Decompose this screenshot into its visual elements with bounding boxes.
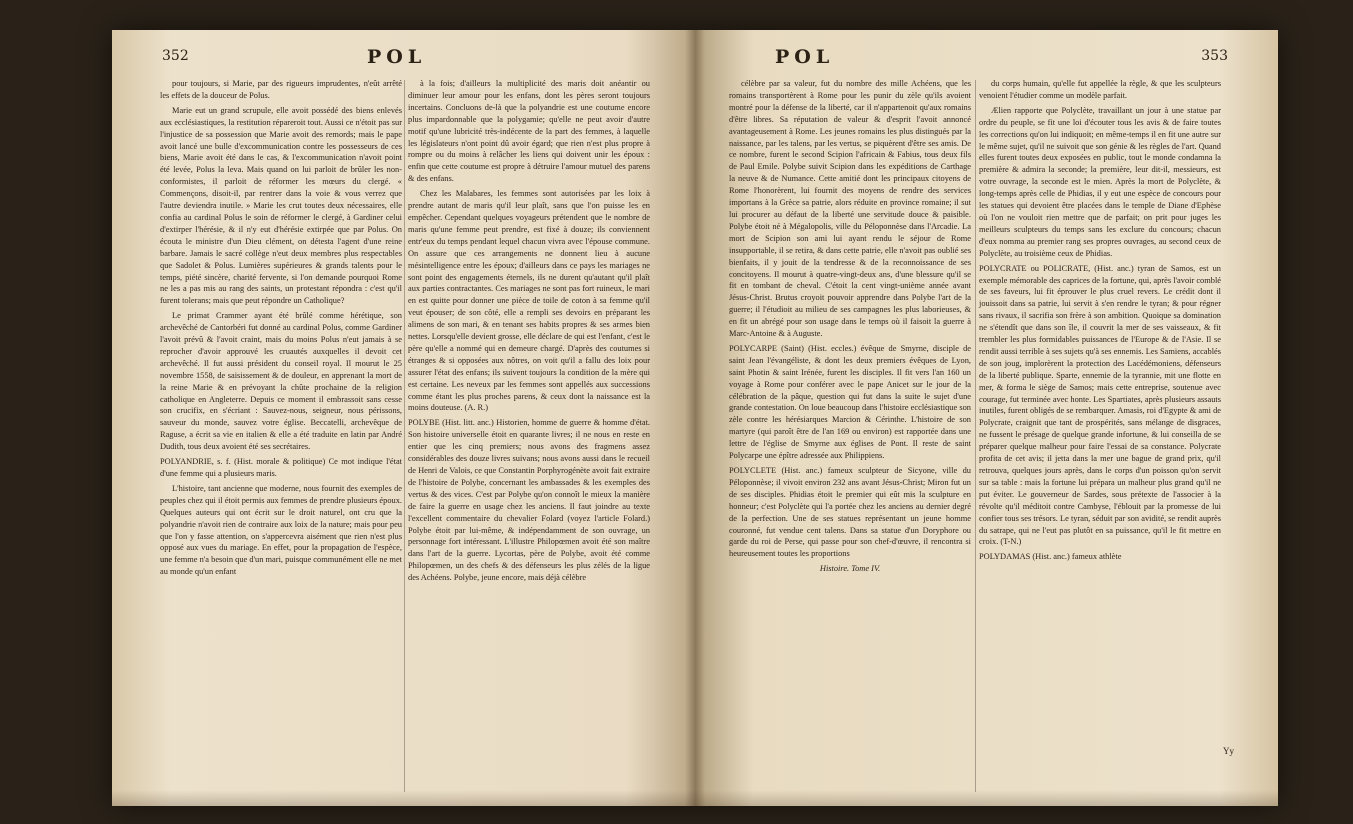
paragraph: du corps humain, qu'elle fut appellée la règle, & que les sculpteurs venoient l'étudier comme un modèle parfait.	[979, 79, 1221, 100]
page-shadow	[695, 790, 1278, 806]
left-page-header	[162, 46, 645, 70]
book-gutter	[685, 30, 705, 806]
left-column-1	[160, 78, 402, 581]
left-page-number: 352	[162, 48, 189, 64]
volume-signature: Histoire. Tome IV.	[819, 564, 881, 574]
paragraph: Ælien rapporte que Polyclète, travaillant un jour à une statue par ordre du peuple, se fit une loi d'écouter tous les avis & de faire toutes les corrections qu'on lui indiquoit; en même-temps il en fit une autre sur le même sujet, qu'il ne suivoit que son génie & les règles de l'art. Quand elles furent toutes deux exposées en public, tout le monde condamna la première & admira la seconde; la première, leur dit-il, messieurs, est votre ouvrage, la seconde est le mien. Après la mort de Polyclète, & long-temps après celle de Phidias, il y eut une espèce de concours pour les statues qui devoient être placées dans le temple de Diane d'Ephèse où l'on ne vouloit rien mettre que de parfait; on prit pour juges les meilleurs sculpteurs du temps sans les exclure du concours; chacun d'eux nomma au premier rang ses propres ouvrages, au second ceux de Polyclète, au troisième ceux de Phidias.	[979, 105, 1221, 258]
left-page	[112, 30, 695, 806]
left-column-2	[408, 78, 650, 587]
paragraph: Marie eut un grand scrupule, elle avoit possédé des biens enlevés aux ecclésiastiques, la restitution répareroit tout. Aussi ce n'étoit pas sur l'injustice de sa possession que Marie avoit des remords; mais le pape avoit lancé une bulle d'excommunication contre les possesseurs de ces biens, Marie avoit été dans le cas, & l'excommunication n'avoit point été levée, Polus la leva. Mais quand on lui parloit de brûler les non-conformistes, il parloit de réformer les mœurs du clergé. « Commençons, disoit-il, par rentrer dans la voie & vous verrez que l'autre deviendra inutile. » Marie les crut toutes deux nécessaires, elle confia au cardinal Polus le soin de réformer le clergé, à Gardiner celui d'extirper l'hérésie, & il n'y eut d'hérésie extirpée que par Polus. On écouta le ministre d'un Dieu clément, on détesta l'agent d'une reine barbare. Jamais le sacré collège n'eut deux membres plus respectables que Sadolet & Polus. Lumières supérieures & grands talents pour le temps, piété sincère, charité fervente, si l'on demande pourquoi Rome ne les a pas mis au rang des saints, un protestant répondra : c'est qu'il furent tolerans; mais que peut répondre un Catholique?	[160, 105, 402, 306]
open-book	[112, 30, 1278, 806]
right-column-2	[979, 78, 1221, 566]
right-page-number: 353	[1201, 48, 1228, 64]
page-shadow	[112, 790, 695, 806]
right-page	[695, 30, 1278, 806]
right-column-1	[729, 78, 971, 578]
right-running-head: POL	[775, 46, 835, 68]
entry-polyandrie: POLYANDRIE, s. f. (Hist. morale & politique) Ce mot indique l'état d'une femme qui a plusieurs maris.	[160, 457, 402, 478]
paragraph: L'histoire, tant ancienne que moderne, nous fournit des exemples de peuples chez qui il étoit permis aux femmes de prendre plusieurs époux. Quelques auteurs qui ont écrit sur le droit naturel, ont cru que la polyandrie n'avoit rien de contraire aux loix de la nature; mais pour peu que l'on y fasse attention, on s'appercevra aisément que rien n'est plus opposé aux vues du mariage. En effet, pour la propagation de l'espèce, une femme n'a besoin que d'un mari, puisque communément elle ne met au monde qu'un enfant	[160, 483, 402, 577]
paragraph: célèbre par sa valeur, fut du nombre des mille Achéens, que les romains transportèrent à Rome pour les punir du zèle qu'ils avoient montré pour la défense de la liberté, car il n'appartenoit qu'aux romains d'être libres. Sa réputation de valeur & d'esprit l'avoit annoncé avantageusement à Rome. Les jeunes romains les plus distingués par la naissance, par les talens, par les vertus, se piquèrent d'être ses amis. De ce nombre, furent le second Scipion l'africain & Fabius, tous deux fils de Paul Emile. Polybe suivit Scipion dans les expéditions de Carthage la neuve & de Numance. Cette amitié dont les principaux citoyens de Rome l'honorèrent, lui fournit des moyens de rendre des services importans à la Grèce sa patrie, alors réduite en province romaine; il sut lui procurer au défaut de la liberté une servitude douce & paisible. Polybe étoit né à Mégalopolis, ville du Péloponnèse dans l'Arcadie. La mort de Scipion son ami lui ayant rendu le séjour de Rome insupportable, il se retira, & dans cette patrie, elle n'avoit pas oublié ses bienfaits, il y jouit de la tendresse & de la reconnoissance de ses concitoyens. Il mourut à quatre-vingt-deux ans, d'une blessure qu'il se fit en tombant de cheval. C'étoit la cent vingt-unième année avant Jésus-Christ. Brutus croyoit pouvoir apprendre dans Polybe l'art de la guerre; il l'étudioit au milieu de ses campagnes les plus laborieuses, & en fit un abrégé pour son usage dans le temps où il faisoit la guerre à Marc-Antoine & à Auguste.	[729, 79, 971, 339]
paragraph: Chez les Malabares, les femmes sont autorisées par les loix à prendre autant de maris qu'il leur plaît, sans que l'on puisse les en empêcher. Cependant quelques voyageurs prétendent que le nombre de maris qu'une femme peut prendre, est fixé à douze; ils conviennent entr'eux du temps pendant lequel chacun vivra avec l'épouse commune. On assure que ces arrangements ne donnent lieu à aucune mésintelligence entre les époux; d'ailleurs dans ce pays les mariages ne sont point des engagements éternels, ils ne durent qu'autant qu'il plaît aux parties contractantes. Ces mariages ne sont pas fort ruineux, le mari en est quitte pour donner une pièce de toile de coton à sa femme qu'il veut épouser; de son côté, elle a rempli ses devoirs en préparant les alimens de son mari, & en tenant ses habits propres & ses armes bien nettes. Lorsqu'elle devient grosse, elle déclare de qui est l'enfant, c'est le père qu'elle a nommé qui en demeure chargé. D'après des coutumes si étranges & si opposées aux nôtres, on voit qu'il a fallu des loix pour assurer l'état des enfans; ils suivent toujours la condition de la mère qui est certaine. Les neveux par les femmes sont appellés aux successions comme étant les plus proches parens, & ceux dont la naissance est la moins douteuse. (A. R.)	[408, 189, 650, 413]
entry-polyclete: POLYCLETE (Hist. anc.) fameux sculpteur de Sicyone, ville du Péloponnèse; il vivoit environ 232 ans avant Jésus-Christ; Miron fut un de ses disciples. Phidias étoit le premier qui eût mis la sculpture en honneur; c'est Polyclète qui l'a portée chez les anciens au dernier degré de la perfection. Une de ses statues représentant un jeune homme couronné, fut vendue cent talens. Dans sa statue d'un Doryphore ou garde du roi de Perse, qui passe pour son chef-d'œuvre, il rencontra si heureusement toutes les proportions	[729, 466, 971, 559]
entry-polycarpe: POLYCARPE (Saint) (Hist. eccles.) évêque de Smyrne, disciple de saint Jean l'évangéliste, & dont les deux premiers évêques de Lyon, saint Photin & saint Irénée, furent les disciples. Il fit vers l'an 160 un voyage à Rome pour conférer avec le pape Anicet sur le jour de la célébration de la pâque, question qui fut dans la suite le sujet d'une grande contestation. On loue beaucoup dans l'histoire ecclésiastique son zèle contre les hérésiarques Marcion & Cérinthe. L'histoire de son martyre (qui paroît être de l'an 169 ou environ) est rapportée dans une lettre de l'église de Smyrne aux églises de Pont. Il reste de saint Polycarpe une épître adressée aux Philippiens.	[729, 343, 971, 461]
paragraph: pour toujours, si Marie, par des rigueurs imprudentes, n'eût arrêté les effets de la douceur de Polus.	[160, 79, 402, 100]
left-running-head: POL	[367, 46, 427, 68]
paragraph: Le primat Crammer ayant été brûlé comme hérétique, son archevêché de Cantorbéri fut donné au cardinal Polus, comme Gardiner l'avoit prévû & l'avoit craint, mais du moins Polus n'eut jamais à se reprocher d'avoir approuvé les cruautés auxquelles il devoit cet archevêché. Il fut aussi président du conseil royal. Il mourut le 25 novembre 1558, de saisissement & de douleur, en apprenant la mort de la reine Marie & en prévoyant la chûte prochaine de la religion catholique en Angleterre. Depuis ce moment il embrassoit sans cesse son crucifix, en s'écriant : Sauvez-nous, seigneur, nous périssons, sauveur du monde, sauvez votre église. Beccatelli, archevêque de Raguse, a écrit sa vie en italien & elle a été traduite en latin par André Dudith, tous deux avoient été ses secrétaires.	[160, 311, 402, 452]
entry-polybe: POLYBE (Hist. litt. anc.) Historien, homme de guerre & homme d'état. Son histoire universelle étoit en quarante livres; il ne nous en reste en entier que les cinq premiers; nous avons des fragmens assez considérables des douze livres suivans; nous avons aussi dans le recueil de Henri de Valois, ce que Constantin Porphyrogénète avoit fait extraire de l'histoire de Polybe, concernant les ambassades & les exemples des vertus & des vices. C'est par Polybe qu'on connoît le mieux la manière de faire la guerre en usage chez les anciens. Il faut joindre au texte l'excellent commentaire du chevalier Folard (voyez l'article Folard.) Polybe étoit par lui-même, & indépendamment de son ouvrage, un personnage fort intéressant. L'illustre Philopœmen avoit été son maître dans l'art de la guerre. Lycortas, père de Polybe, avoit été comme Philopœmen, un des chefs & des défenseurs les plus zélés de la ligue des Achéens. Polybe, jeune encore, mais déjà célèbre	[408, 418, 650, 583]
column-divider	[975, 80, 976, 792]
paragraph: à la fois; d'ailleurs la multiplicité des maris doit anéantir ou diminuer leur amour pour les enfans, dont les pères seront toujours incertains. Concluons de-là que la polyandrie est une coutume encore plus impardonnable que la polygamie; qu'elle ne peut avoir d'autre motif qu'une lubricité très-indécente de la part des femmes, à laquelle les législateurs n'ont point dû avoir égard; que rien n'est plus propre à rompre ou du moins à relâcher les liens qui doivent unir les époux : enfin que cette coutume est propre à détruire l'amour mutuel des parens & des enfans.	[408, 79, 650, 184]
entry-polycrate: POLYCRATE ou POLICRATE, (Hist. anc.) tyran de Samos, est un exemple mémorable des caprices de la fortune, qui, après l'avoir comblé de ses faveurs, lui fit éprouver le plus cruel revers. Le crédit dont il jouissoit dans sa patrie, lui servit à s'en rendre le tyran; & pour régner sans rivaux, il sacrifia son frère à son ambition. Quoique sa domination ne s'étendît que dans son île, il couvrit la mer de ses vaisseaux, & fit trembler les plus formidables puissances de l'Europe & de l'Asie. Il se rendit aussi terrible à ses sujets qu'à ses ennemis. Les Samiens, accablés de son joug, implorèrent la protection des Lacédémoniens, défenseurs de la liberté publique. Sparte, ennemie de la tyrannie, mit une flotte en mer, & forma le siège de Samos; mais cette entreprise, soutenue avec courage, fut terminée avec honte. Les Spartiates, après plusieurs assauts inutiles, furent obligés de se rembarquer. Amasis, roi d'Egypte & ami de Polycrate, craignit que tant de prospérités, sans mélange de disgraces, ne fussent le présage de quelque grande infortune, & lui conseilla de se préparer quelque malheur pour faire l'essai de sa constance. Polycrate profita de cet avis; il jetta dans la mer une bague de grand prix, qu'il retrouva, quelques jours après, dans le corps d'un poisson qu'on servit sur sa table : mais la fortune lui prépara un malheur plus grand qu'il ne put éviter. Le gouverneur de Sardes, sous prétexte de l'associer à la révolte qu'il méditoit contre Cambyse, l'éblouit par la promesse de lui confier tous ses trésors. Le tyran, séduit par son avidité, se rendit auprès du satrape, qui ne l'eut pas plutôt en sa puissance, qu'il le fit mettre en croix. (T-N.)	[979, 263, 1221, 547]
entry-polydamas: POLYDAMAS (Hist. anc.) fameux athlète	[979, 552, 1122, 562]
right-page-header	[745, 46, 1228, 70]
column-divider	[404, 80, 405, 792]
signature-mark: Yy	[1223, 746, 1234, 756]
